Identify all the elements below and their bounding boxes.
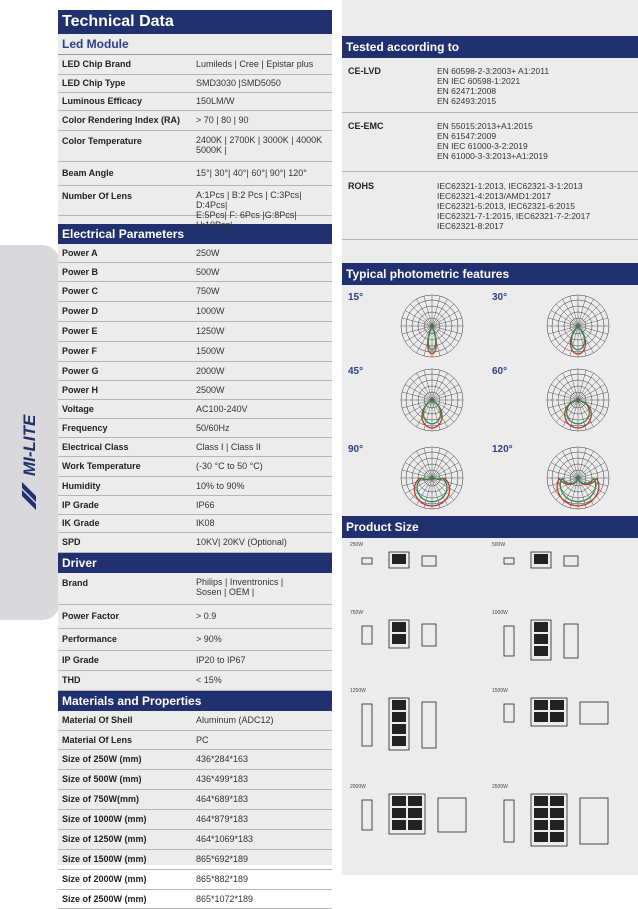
beam-angle-label: 15° [348, 292, 364, 303]
driver-row [58, 573, 332, 605]
electrical-heading: Electrical Parameters [58, 224, 332, 244]
elec-key: Power H [62, 385, 99, 395]
elec-key: Power C [62, 286, 99, 296]
photometric-heading: Typical photometric features [342, 263, 638, 285]
std-celvd-list: EN 60598-2-3:2003+ A1:2011 EN IEC 60598-1:2021 EN 62471:2008 EN 62493:2015 [437, 66, 550, 106]
material-value: 436*284*163 [196, 754, 249, 764]
std-celvd-label: CE-LVD [348, 66, 381, 76]
elec-key: IP Grade [62, 500, 99, 510]
product-drawing [492, 694, 630, 779]
led-value: A:1Pcs | B:2 Pcs | C:3Pcs| D:4Pcs| E:5Pcs| F: 6Pcs |G:8Pcs| H:10Pcs| [196, 190, 302, 230]
elec-value: 1500W [196, 346, 225, 356]
std-rohs-label: ROHS [348, 181, 375, 191]
elec-value: 500W [196, 267, 220, 277]
beam-angle-label: 45° [348, 366, 364, 377]
material-key: Size of 1500W (mm) [62, 854, 147, 864]
elec-row [58, 400, 332, 419]
led-value: 2400K | 2700K | 3000K | 4000K 5000K | [196, 135, 323, 155]
elec-value: 1250W [196, 326, 225, 336]
elec-row [58, 381, 332, 400]
polar-diagram [400, 368, 470, 432]
led-value: Lumileds | Cree | Epistar plus [196, 59, 314, 69]
driver-value: Philips | Inventronics | Sosen | OEM | [196, 577, 284, 597]
beam-angle-label: 90° [348, 444, 364, 455]
elec-row [58, 419, 332, 438]
elec-value: 50/60Hz [196, 423, 230, 433]
product-size-label: 1500W [492, 688, 508, 694]
elec-key: IK Grade [62, 518, 100, 528]
material-row [58, 870, 332, 890]
elec-value: (-30 °C to 50 °C) [196, 461, 263, 471]
material-key: Size of 250W (mm) [62, 754, 142, 764]
material-value: 865*692*189 [196, 854, 249, 864]
elec-row [58, 362, 332, 381]
divider [342, 171, 638, 172]
material-row [58, 750, 332, 770]
elec-key: Power E [62, 326, 98, 336]
elec-key: Power F [62, 346, 98, 356]
driver-row [58, 651, 332, 671]
material-row [58, 830, 332, 850]
product-size-label: 500W [492, 542, 506, 548]
product-size-label: 250W [350, 542, 364, 548]
material-row [58, 810, 332, 830]
elec-value: IK08 [196, 518, 215, 528]
elec-value: 1000W [196, 306, 225, 316]
material-value: Aluminum (ADC12) [196, 715, 274, 725]
elec-value: 750W [196, 286, 220, 296]
material-key: Size of 2000W (mm) [62, 874, 147, 884]
elec-key: Voltage [62, 404, 94, 414]
led-key: Color Temperature [62, 136, 142, 146]
std-rohs-list: IEC62321-1:2013, IEC62321-3-1:2013 IEC62321-4:2013/AMD1:2017 IEC62321-5:2013, IEC62321-6:2015 IEC62321-7-1:2015, IEC62321-7-2:2017 IEC62321-8:2017 [437, 181, 591, 231]
driver-key: THD [62, 675, 81, 685]
elec-row [58, 496, 332, 515]
material-key: Size of 1250W (mm) [62, 834, 147, 844]
elec-value: 250W [196, 248, 220, 258]
driver-row [58, 605, 332, 629]
led-row [58, 55, 332, 75]
led-row [58, 186, 332, 230]
led-row [58, 111, 332, 131]
polar-diagram [546, 294, 616, 358]
std-ceemc-list: EN 55015:2013+A1:2015 EN 61547:2009 EN IEC 61000-3-2:2019 EN 61000-3-3:2013+A1:2019 [437, 121, 548, 161]
material-key: Size of 1000W (mm) [62, 814, 147, 824]
beam-angle-label: 60° [492, 366, 508, 377]
polar-diagram [546, 446, 616, 510]
elec-row [58, 342, 332, 362]
right-column [342, 0, 638, 875]
product-drawing [492, 548, 630, 598]
driver-key: Performance [62, 634, 118, 644]
product-drawing [350, 790, 488, 875]
led-module-table [58, 55, 332, 230]
driver-heading: Driver [58, 553, 332, 573]
product-drawing [492, 790, 630, 875]
led-key: LED Chip Type [62, 78, 126, 88]
product-drawing [350, 694, 488, 779]
elec-value: AC100-240V [196, 404, 248, 414]
elec-row [58, 244, 332, 263]
led-value: 150LM/W [196, 96, 235, 106]
driver-table [58, 573, 332, 691]
elec-key: Power B [62, 267, 99, 277]
polar-diagram [400, 446, 470, 510]
driver-value: IP20 to IP67 [196, 655, 246, 665]
materials-heading: Materials and Properties [58, 691, 332, 711]
led-key: Color Rendering Index (RA) [62, 115, 181, 125]
led-value: SMD3030 |SMD5050 [196, 78, 281, 88]
polar-diagram [400, 294, 470, 358]
material-value: 464*689*183 [196, 794, 249, 804]
materials-table [58, 711, 332, 909]
std-ceemc-label: CE-EMC [348, 121, 384, 131]
elec-value: IP66 [196, 500, 215, 510]
elec-key: Power G [62, 366, 99, 376]
elec-row [58, 438, 332, 457]
material-key: Material Of Shell [62, 715, 133, 725]
led-key: LED Chip Brand [62, 59, 131, 69]
material-row [58, 850, 332, 870]
led-key: Number Of Lens [62, 191, 133, 201]
material-key: Size of 2500W (mm) [62, 894, 147, 904]
elec-value: 10KV| 20KV (Optional) [196, 537, 287, 547]
led-row [58, 131, 332, 162]
product-size-label: 750W [350, 610, 364, 616]
driver-value: < 15% [196, 675, 222, 685]
led-key: Luminous Efficacy [62, 96, 143, 106]
product-size-heading: Product Size [342, 516, 638, 538]
beam-angle-label: 30° [492, 292, 508, 303]
brand-logo [14, 355, 44, 515]
beam-angle-label: 120° [492, 444, 513, 455]
elec-row [58, 457, 332, 477]
driver-key: Power Factor [62, 611, 120, 621]
elec-row [58, 515, 332, 533]
driver-row [58, 671, 332, 691]
driver-key: Brand [62, 578, 89, 588]
product-size-label: 2000W [350, 784, 366, 790]
tested-heading: Tested according to [342, 36, 638, 58]
elec-row [58, 302, 332, 322]
divider [342, 112, 638, 113]
elec-row [58, 263, 332, 282]
led-row [58, 93, 332, 111]
driver-value: > 90% [196, 634, 222, 644]
material-row [58, 731, 332, 750]
elec-value: 2500W [196, 385, 225, 395]
material-row [58, 890, 332, 909]
elec-row [58, 533, 332, 553]
polar-diagram [546, 368, 616, 432]
material-value: PC [196, 735, 209, 745]
elec-value: 10% to 90% [196, 481, 245, 491]
elec-row [58, 322, 332, 342]
material-key: Size of 750W(mm) [62, 794, 140, 804]
material-value: 464*1069*183 [196, 834, 254, 844]
elec-key: Work Temperature [62, 461, 141, 471]
led-value: 15°| 30°| 40°| 60°| 90°| 120° [196, 168, 307, 178]
elec-row [58, 282, 332, 302]
product-size-label: 2500W [492, 784, 508, 790]
left-column [58, 10, 332, 904]
material-row [58, 770, 332, 790]
divider [342, 239, 638, 240]
product-drawing [350, 616, 488, 686]
product-drawing [492, 616, 630, 686]
elec-key: Frequency [62, 423, 108, 433]
material-value: 865*1072*189 [196, 894, 254, 904]
elec-key: Electrical Class [62, 442, 129, 452]
material-row [58, 790, 332, 810]
electrical-table [58, 244, 332, 553]
material-value: 865*882*189 [196, 874, 249, 884]
logo-text: MI-LITE [20, 414, 39, 476]
elec-value: Class I | Class II [196, 442, 261, 452]
led-row [58, 75, 332, 93]
led-module-heading: Led Module [58, 34, 332, 55]
driver-key: IP Grade [62, 655, 99, 665]
material-key: Size of 500W (mm) [62, 774, 142, 784]
page-title: Technical Data [58, 10, 332, 34]
material-row [58, 711, 332, 731]
driver-row [58, 629, 332, 651]
elec-key: Humidity [62, 481, 101, 491]
elec-key: Power D [62, 306, 99, 316]
led-key: Beam Angle [62, 168, 114, 178]
elec-row [58, 477, 332, 496]
elec-key: Power A [62, 248, 98, 258]
material-value: 436*499*183 [196, 774, 249, 784]
product-size-label: 1250W [350, 688, 366, 694]
product-drawing [350, 548, 488, 598]
led-row [58, 162, 332, 186]
material-value: 464*879*183 [196, 814, 249, 824]
led-value: > 70 | 80 | 90 [196, 115, 249, 125]
product-size-label: 1000W [492, 610, 508, 616]
driver-value: > 0.9 [196, 611, 217, 621]
elec-key: SPD [62, 537, 81, 547]
material-key: Material Of Lens [62, 735, 133, 745]
elec-value: 2000W [196, 366, 225, 376]
